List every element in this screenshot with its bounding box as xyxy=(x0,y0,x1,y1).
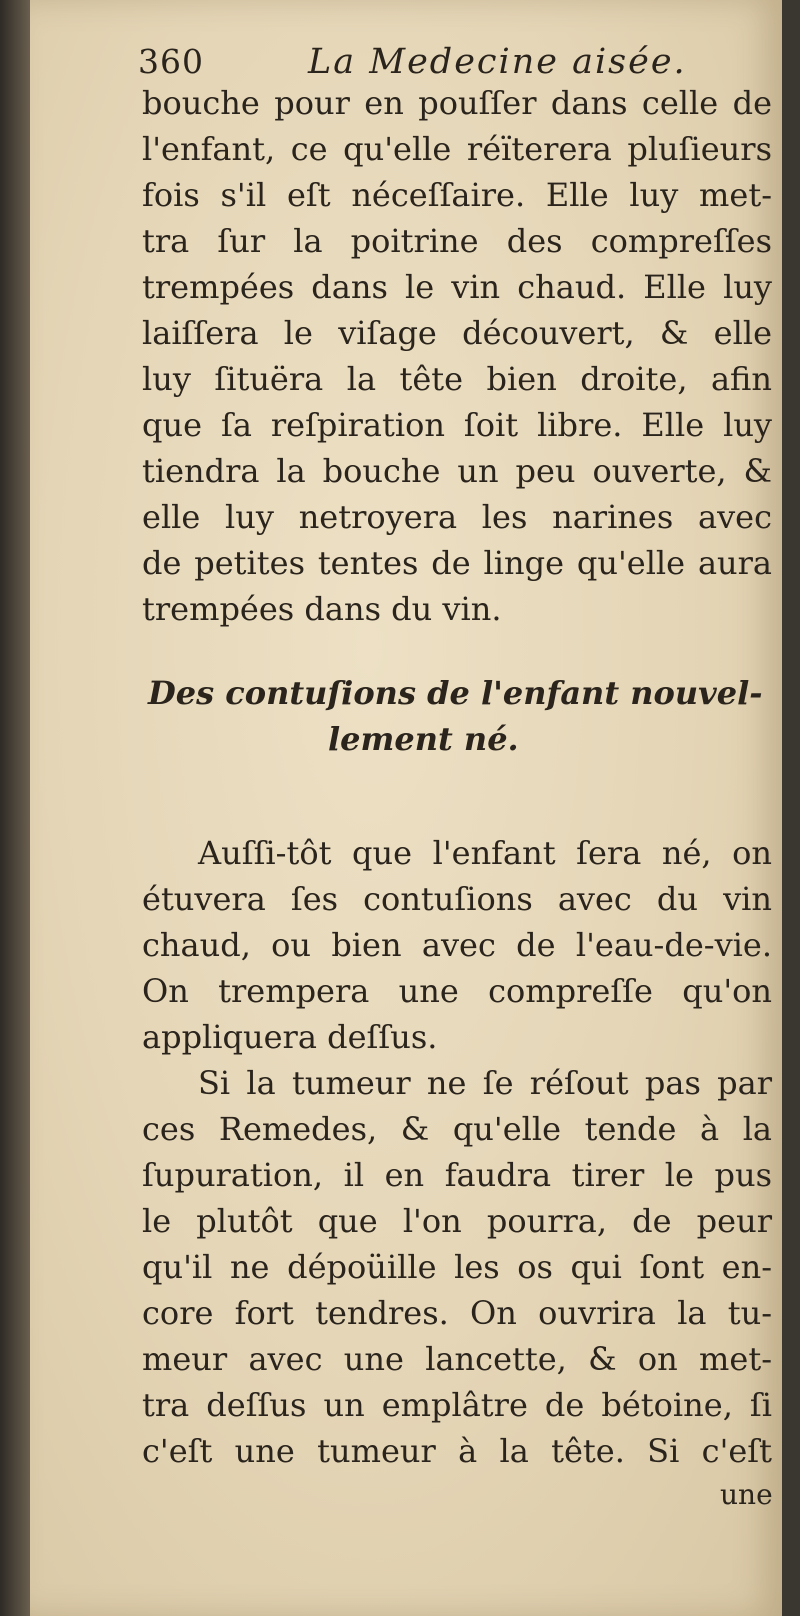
text-line: de petites tentes de linge qu'elle aura xyxy=(142,544,772,582)
text-line: On trempera une compreſſe qu'on xyxy=(142,972,772,1010)
text-line: trempées dans le vin chaud. Elle luy xyxy=(142,268,772,306)
text-line: ſupuration, il en faudra tirer le pus xyxy=(142,1156,772,1194)
text-line: Auſſi-tôt que l'enfant ſera né, on xyxy=(198,834,772,872)
text-line: elle luy netroyera les narines avec xyxy=(142,498,772,536)
text-line: tiendra la bouche un peu ouverte, & xyxy=(142,452,772,490)
text-line: tra ſur la poitrine des compreſſes xyxy=(142,222,772,260)
text-line: fois s'il eſt néceſſaire. Elle luy met- xyxy=(142,176,772,214)
text-line: bouche pour en pouſſer dans celle de xyxy=(142,84,772,122)
text-line: trempées dans du vin. xyxy=(142,590,502,628)
text-line: que ſa reſpiration ſoit libre. Elle luy xyxy=(142,406,772,444)
text-line: le plutôt que l'on pourra, de peur xyxy=(142,1202,772,1240)
page-number: 360 xyxy=(138,42,204,81)
running-title: La Medecine aisée. xyxy=(308,42,687,82)
page-edge-shadow xyxy=(0,0,30,1616)
text-line: appliquera deſſus. xyxy=(142,1018,438,1056)
text-line: l'enfant, ce qu'elle réïterera pluſieurs xyxy=(142,130,772,168)
text-line: tra deſſus un emplâtre de bétoine, ſi xyxy=(142,1386,772,1424)
text-line: ces Remedes, & qu'elle tende à la xyxy=(142,1110,772,1148)
section-heading: lement né. xyxy=(328,720,519,758)
text-line: chaud, ou bien avec de l'eau-de-vie. xyxy=(142,926,772,964)
text-line: Si la tumeur ne ſe réſout pas par xyxy=(198,1064,772,1102)
text-line: luy ſituëra la tête bien droite, afin xyxy=(142,360,772,398)
text-line: core fort tendres. On ouvrira la tu- xyxy=(142,1294,772,1332)
text-line: laiſſera le viſage découvert, & elle xyxy=(142,314,772,352)
book-page xyxy=(30,0,782,1616)
text-line: qu'il ne dépoüille les os qui ſont en- xyxy=(142,1248,772,1286)
section-heading: Des contuſions de l'enfant nouvel- xyxy=(148,674,763,712)
text-line: meur avec une lancette, & on met- xyxy=(142,1340,772,1378)
text-line: c'eſt une tumeur à la tête. Si c'eſt xyxy=(142,1432,772,1470)
catchword: une xyxy=(720,1478,773,1511)
text-line: étuvera ſes contuſions avec du vin xyxy=(142,880,772,918)
